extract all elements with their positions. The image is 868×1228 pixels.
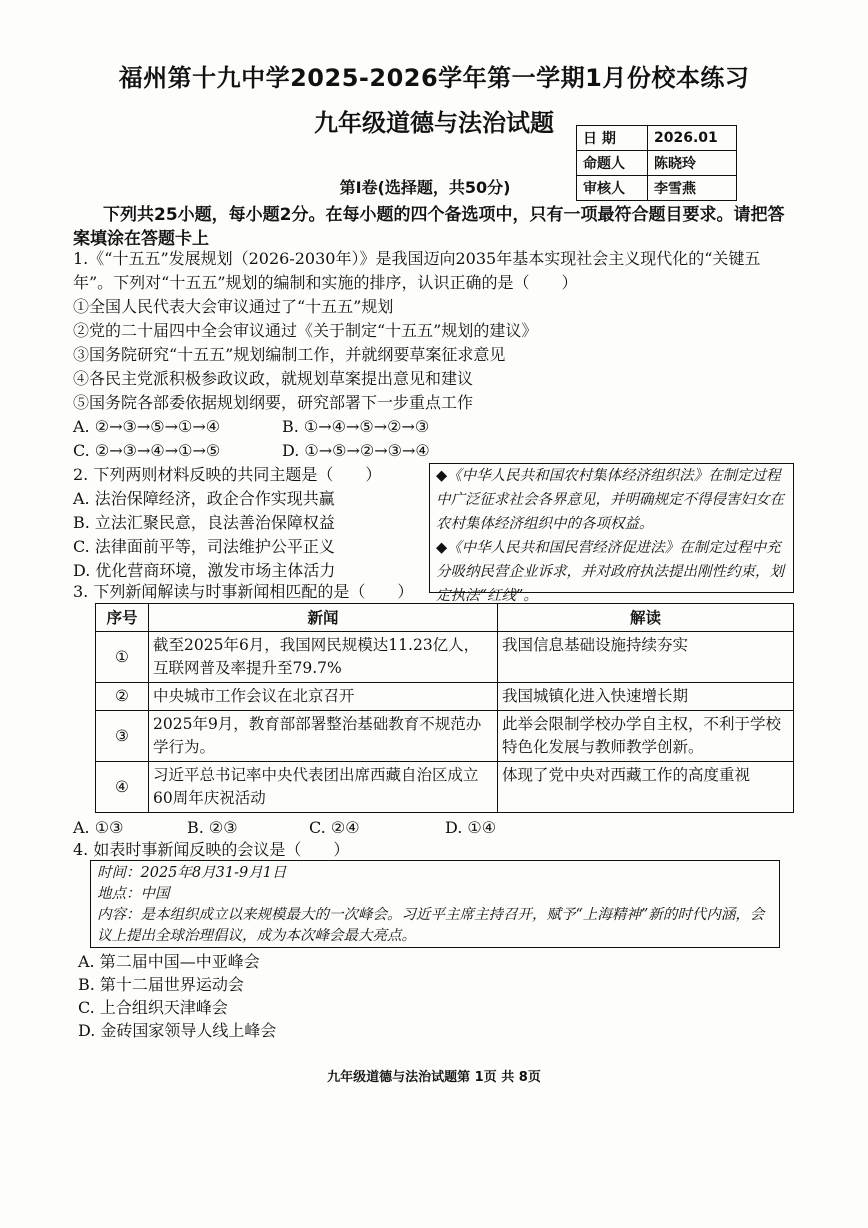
row-news: 中央城市工作会议在北京召开	[149, 683, 498, 711]
q1-item: ③国务院研究“十五五”规划编制工作，并就纲要草案征求意见	[73, 345, 506, 364]
q3-news-table	[95, 603, 794, 813]
meta-label: 审核人	[577, 176, 648, 201]
col-header-reading: 解读	[498, 604, 794, 632]
q1-item: ①全国人民代表大会审议通过了“十五五”规划	[73, 297, 394, 316]
exam-title: 福州第十九中学2025-2026学年第一学期1月份校本练习	[118, 64, 750, 92]
q2-material-2: ◆《中华人民共和国民营经济促进法》在制定过程中充分吸纳民营企业诉求，并对政府执法提出刚性约束，划定执法“红线”。	[436, 540, 784, 604]
q1-item: ⑤国务院各部委依据规划纲要，研究部署下一步重点工作	[73, 393, 474, 412]
row-news: 截至2025年6月，我国网民规模达11.23亿人，互联网普及率提升至79.7%	[149, 632, 498, 683]
q1-item: ②党的二十届四中全会审议通过《关于制定“十五五”规划的建议》	[73, 321, 538, 340]
q2-option: A. 法治保障经济，政企合作实现共赢	[73, 489, 335, 508]
q4-time: 时间：2025年8月31-9月1日	[97, 865, 287, 881]
q4-option: C. 上合组织天津峰会	[78, 998, 228, 1017]
q3-option-b: B. ②③	[187, 818, 238, 837]
meta-row-reviewer	[577, 176, 737, 201]
row-news: 2025年9月，教育部部署整治基础教育不规范办学行为。	[149, 711, 498, 762]
meta-label: 命题人	[577, 151, 648, 176]
row-reading: 此举会限制学校办学自主权，不利于学校特色化发展与教师教学创新。	[498, 711, 794, 762]
q1-option-d: D. ①→⑤→②→③→④	[282, 441, 430, 460]
table-header-row	[96, 604, 794, 632]
table-row	[96, 683, 794, 711]
q2-stem: 2. 下列两则材料反映的共同主题是（ ）	[73, 465, 382, 484]
page-footer: 九年级道德与法治试题第 1页 共 8页	[327, 1070, 541, 1085]
row-news: 习近平总书记率中央代表团出席西藏自治区成立60周年庆祝活动	[149, 762, 498, 813]
q4-content: 内容：是本组织成立以来规模最大的一次峰会。习近平主席主持召开，赋予“上海精神”新的时代内涵，会议上提出全球治理倡议，成为本次峰会最大亮点。	[97, 907, 765, 944]
row-reading: 体现了党中央对西藏工作的高度重视	[498, 762, 794, 813]
q4-option: A. 第二届中国—中亚峰会	[78, 952, 260, 971]
q4-option: D. 金砖国家领导人线上峰会	[78, 1021, 277, 1040]
q3-option-d: D. ①④	[445, 818, 497, 837]
q4-place: 地点：中国	[97, 886, 170, 902]
q1-stem: 1.《“十五五”发展规划（2026-2030年）》是我国迈向2035年基本实现社会主义现代化的“关键五年”。下列对“十五五”规划的编制和实施的排序，认识正确的是（ ）	[73, 249, 761, 292]
meta-value: 李雪燕	[648, 176, 737, 201]
q2-option: C. 法律面前平等，司法维护公平正义	[73, 537, 335, 556]
row-reading: 我国城镇化进入快速增长期	[498, 683, 794, 711]
meta-value: 2026.01	[648, 126, 737, 151]
q2-material-box	[429, 463, 794, 604]
q2-material-1: ◆《中华人民共和国农村集体经济组织法》在制定过程中广泛征求社会各界意见，并明确规定不得侵害妇女在农村集体经济组织中的各项权益。	[436, 468, 784, 532]
table-row	[96, 632, 794, 683]
row-num: ③	[96, 711, 149, 762]
exam-subtitle: 九年级道德与法治试题	[314, 109, 554, 137]
row-num: ②	[96, 683, 149, 711]
exam-meta-table	[576, 125, 737, 201]
row-num: ④	[96, 762, 149, 813]
q4-stem: 4. 如表时事新闻反映的会议是（ ）	[73, 840, 350, 859]
row-reading: 我国信息基础设施持续夯实	[498, 632, 794, 683]
table-row	[96, 711, 794, 762]
table-row	[96, 762, 794, 813]
q4-option: B. 第十二届世界运动会	[78, 975, 244, 994]
meta-value: 陈晓玲	[648, 151, 737, 176]
q3-option-a: A. ①③	[73, 818, 124, 837]
q2-option: B. 立法汇聚民意，良法善治保障权益	[73, 513, 335, 532]
section-heading: 第Ⅰ卷(选择题，共50分)	[339, 178, 511, 197]
row-num: ①	[96, 632, 149, 683]
q3-stem: 3. 下列新闻解读与时事新闻相匹配的是（ ）	[73, 582, 414, 601]
q1-item: ④各民主党派积极参政议政，就规划草案提出意见和建议	[73, 369, 474, 388]
q2-option: D. 优化营商环境，激发市场主体活力	[73, 561, 336, 580]
meta-row-author	[577, 151, 737, 176]
col-header-news: 新闻	[149, 604, 498, 632]
col-header-num: 序号	[96, 604, 149, 632]
instructions: 下列共25小题，每小题2分。在每小题的四个备选项中，只有一项最符合题目要求。请把答案填涂在答题卡上	[73, 205, 785, 249]
q1-option-a: A. ②→③→⑤→①→④	[73, 417, 221, 436]
q1-option-c: C. ②→③→④→①→⑤	[73, 441, 221, 460]
q3-option-c: C. ②④	[309, 818, 360, 837]
q4-news-box	[90, 860, 780, 948]
meta-row-date	[577, 126, 737, 151]
q1-option-b: B. ①→④→⑤→②→③	[282, 417, 430, 436]
meta-label: 日 期	[577, 126, 648, 151]
